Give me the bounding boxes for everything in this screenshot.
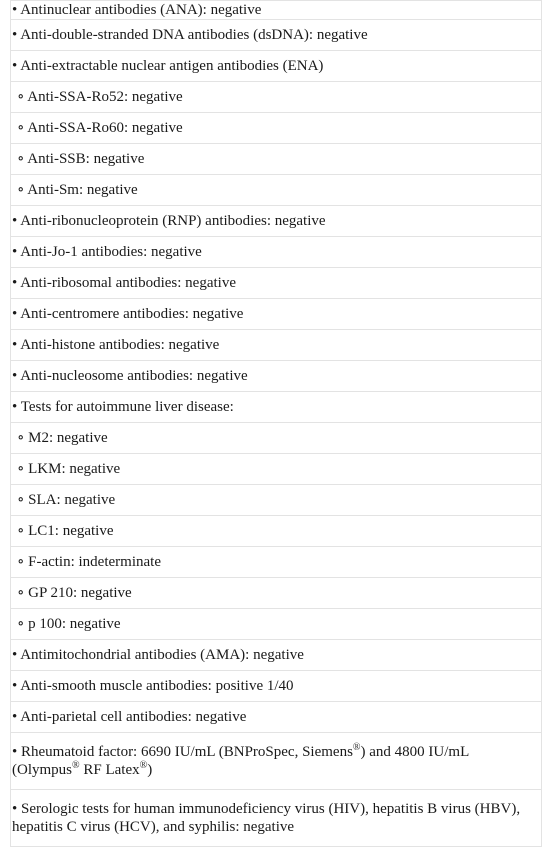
table-cell xyxy=(11,547,542,578)
row-text: SLA: negative xyxy=(28,492,116,508)
table-cell xyxy=(11,702,542,733)
table-cell xyxy=(11,485,542,516)
bullet: ∘ xyxy=(17,461,25,477)
rf-text-part2: ) and 4800 IU/mL (Olympus xyxy=(12,743,469,778)
table-cell xyxy=(11,82,542,113)
row-text: Anti-parietal cell antibodies: negative xyxy=(20,709,247,725)
table-row xyxy=(11,361,542,392)
row-text: Antimitochondrial antibodies (AMA): negative xyxy=(20,647,304,663)
table-cell xyxy=(11,454,542,485)
bullet: • xyxy=(12,709,18,725)
table-row xyxy=(11,237,542,268)
row-text: Anti-SSA-Ro60: negative xyxy=(27,120,183,136)
table-row xyxy=(11,1,542,20)
row-text: Anti-SSB: negative xyxy=(27,151,145,167)
bullet: ∘ xyxy=(17,585,25,601)
bullet: ∘ xyxy=(17,182,25,198)
lab-results-table xyxy=(10,0,542,847)
row-text: Anti-ribosomal antibodies: negative xyxy=(20,275,236,291)
bullet: ∘ xyxy=(17,616,25,632)
row-text: Anti-extractable nuclear antigen antibodies (ENA) xyxy=(20,58,324,74)
row-text: Anti-Sm: negative xyxy=(27,182,138,198)
rf-text-part1: Rheumatoid factor: 6690 IU/mL (BNProSpec, Siemens xyxy=(21,743,353,760)
bullet: • xyxy=(12,678,18,694)
row-text: Anti-smooth muscle antibodies: positive 1/40 xyxy=(20,678,294,694)
table-cell xyxy=(11,640,542,671)
bullet: ∘ xyxy=(17,120,25,136)
table-cell xyxy=(11,392,542,423)
row-text: Antinuclear antibodies (ANA): negative xyxy=(20,2,262,18)
table-row xyxy=(11,423,542,454)
row-text: LC1: negative xyxy=(28,523,114,539)
table-cell xyxy=(11,51,542,82)
table-row xyxy=(11,299,542,330)
table-row xyxy=(11,702,542,733)
row-text: Anti-ribonucleoprotein (RNP) antibodies: negative xyxy=(20,213,326,229)
table-row xyxy=(11,547,542,578)
table-cell xyxy=(11,268,542,299)
bullet: • xyxy=(12,337,18,353)
bullet: • xyxy=(12,647,18,663)
table-row xyxy=(11,516,542,547)
table-cell xyxy=(11,733,542,790)
bullet: • xyxy=(12,27,18,43)
table-cell xyxy=(11,423,542,454)
lab-results-table-wrapper xyxy=(10,0,542,847)
table-row xyxy=(11,144,542,175)
registered-mark: ® xyxy=(352,741,361,753)
table-row xyxy=(11,206,542,237)
table-row xyxy=(11,392,542,423)
table-row xyxy=(11,671,542,702)
table-cell xyxy=(11,175,542,206)
table-row xyxy=(11,578,542,609)
table-cell xyxy=(11,516,542,547)
bullet: ∘ xyxy=(17,89,25,105)
table-cell xyxy=(11,609,542,640)
table-row xyxy=(11,330,542,361)
table-row xyxy=(11,82,542,113)
bullet: ∘ xyxy=(17,430,25,446)
row-text: Anti-centromere antibodies: negative xyxy=(20,306,244,322)
row-text: F-actin: indeterminate xyxy=(28,554,161,570)
table-row xyxy=(11,175,542,206)
row-text: p 100: negative xyxy=(28,616,121,632)
table-cell xyxy=(11,113,542,144)
bullet: ∘ xyxy=(17,151,25,167)
serology-text: Serologic tests for human immunodeficiency virus (HIV), hepatitis B virus (HBV), hepatitis C virus (HCV), and syphilis: negative xyxy=(12,800,521,835)
bullet: • xyxy=(12,213,18,229)
row-text: Tests for autoimmune liver disease: xyxy=(20,399,234,415)
bullet: • xyxy=(12,275,18,291)
row-text: M2: negative xyxy=(28,430,108,446)
row-text: Anti-histone antibodies: negative xyxy=(20,337,220,353)
table-row xyxy=(11,640,542,671)
table-cell xyxy=(11,790,542,847)
table-row-serology xyxy=(11,790,542,847)
bullet: ∘ xyxy=(17,554,25,570)
bullet: • xyxy=(12,800,18,817)
table-row xyxy=(11,268,542,299)
table-cell xyxy=(11,299,542,330)
table-row xyxy=(11,20,542,51)
row-text: Anti-SSA-Ro52: negative xyxy=(27,89,183,105)
registered-mark: ® xyxy=(139,759,148,771)
table-row xyxy=(11,609,542,640)
table-cell xyxy=(11,1,542,20)
table-row xyxy=(11,454,542,485)
row-text: LKM: negative xyxy=(28,461,121,477)
bullet: • xyxy=(12,743,18,760)
table-row xyxy=(11,113,542,144)
bullet: • xyxy=(12,399,18,415)
bullet: ∘ xyxy=(17,492,25,508)
table-row-rheumatoid-factor xyxy=(11,733,542,790)
table-cell xyxy=(11,671,542,702)
row-text: GP 210: negative xyxy=(28,585,132,601)
row-text: Anti-nucleosome antibodies: negative xyxy=(20,368,248,384)
table-row xyxy=(11,51,542,82)
bullet: • xyxy=(12,306,18,322)
table-cell xyxy=(11,330,542,361)
table-cell xyxy=(11,20,542,51)
table-cell xyxy=(11,144,542,175)
table-cell xyxy=(11,361,542,392)
row-text: Anti-double-stranded DNA antibodies (dsDNA): negative xyxy=(20,27,368,43)
table-row xyxy=(11,485,542,516)
registered-mark: ® xyxy=(72,759,80,771)
bullet: • xyxy=(12,58,18,74)
bullet: • xyxy=(12,244,18,260)
row-text: Anti-Jo-1 antibodies: negative xyxy=(20,244,202,260)
bullet: • xyxy=(12,368,18,384)
bullet: ∘ xyxy=(17,523,25,539)
table-cell xyxy=(11,578,542,609)
rf-text-part4: ) xyxy=(147,761,153,778)
table-cell xyxy=(11,206,542,237)
rf-text-part3: RF Latex xyxy=(79,761,140,778)
table-cell xyxy=(11,237,542,268)
bullet: • xyxy=(12,2,18,18)
